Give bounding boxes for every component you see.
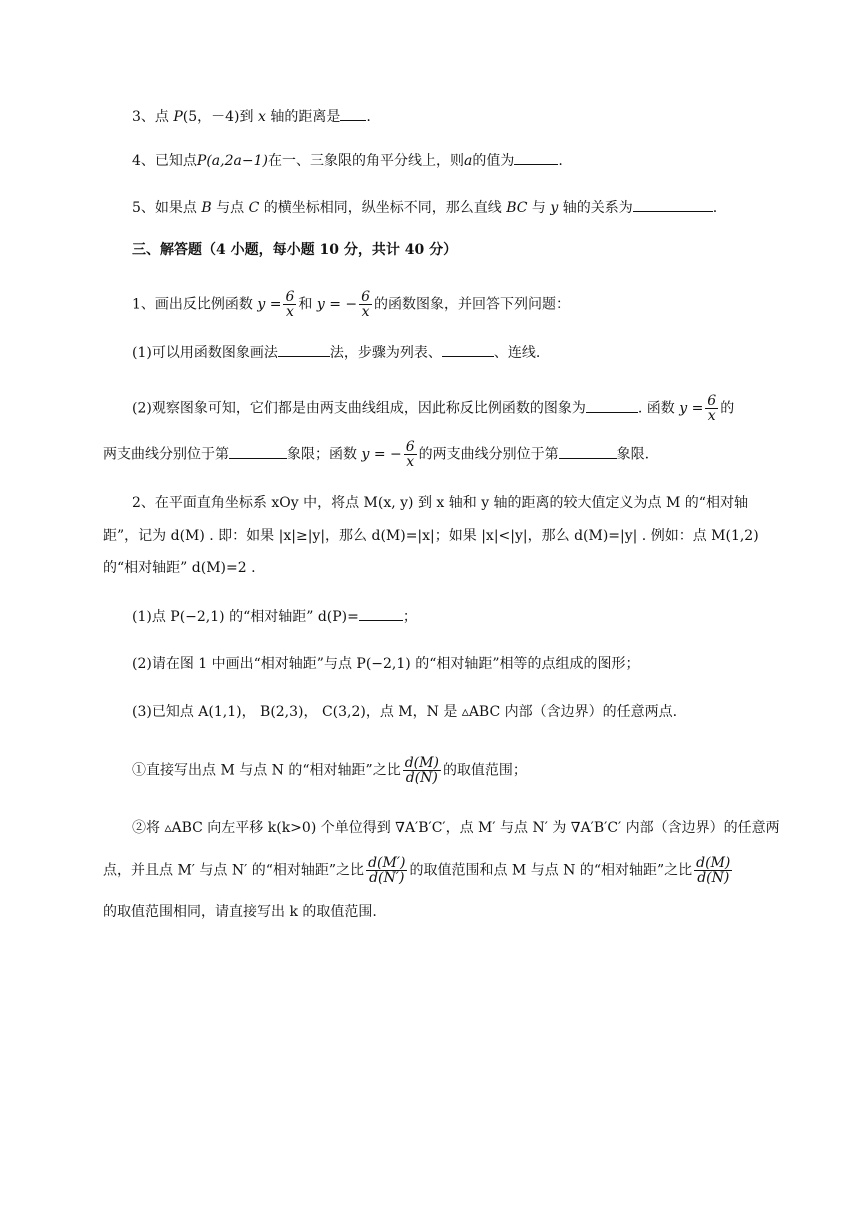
text: B — [201, 200, 212, 216]
question-1-stem — [132, 290, 570, 319]
text: 1、画出反比例函数 — [132, 296, 253, 313]
question-2-part-2: (2)请在图 1 中画出“相对轴距”与点 P(−2,1) 的“相对轴距”相等的点组成的图形； — [132, 656, 640, 672]
text: 的函数图象，并回答下列问题： — [374, 296, 571, 313]
text: 、连线. — [493, 345, 541, 361]
fill-question-4: 4、已知点P(a,2a−1)在一、三象限的角平分线上，则a的值为 . — [132, 150, 563, 171]
fill-question-3: 3、点 P(5，－4)到 x 轴的距离是 . — [132, 106, 371, 127]
text: 与 — [527, 200, 551, 216]
denominator: x — [361, 304, 370, 320]
question-2-line-1: 2、在平面直角坐标系 xOy 中，将点 M(x, y) 到 x 轴和 y 轴的距离的较大值定义为点 M 的“相对轴 — [132, 495, 748, 511]
numerator: d(M) — [404, 755, 439, 771]
text: ； — [402, 609, 417, 625]
text: 的横坐标相同，纵坐标不同，那么直线 — [259, 200, 507, 216]
text: 轴的关系为 — [558, 200, 633, 216]
denominator: d(N) — [697, 870, 730, 886]
text: (1)可以用函数图象画法 — [132, 345, 278, 361]
numerator: d(M) — [696, 855, 731, 871]
text: 3、点 — [132, 109, 174, 125]
text: (1)点 P(−2,1) 的“相对轴距” d(P)= — [132, 609, 359, 625]
answer-blank[interactable] — [442, 342, 494, 357]
numerator: 6 — [361, 289, 371, 305]
text: 与点 — [211, 200, 249, 216]
question-2-line-3: 的“相对轴距” d(M)=2 . — [103, 560, 256, 576]
denominator: d(N′) — [369, 870, 405, 886]
text: y = — [257, 296, 282, 313]
question-2-item-2-line-1: ②将 ▵ABC 向左平移 k(k>0) 个单位得到 ∇A′B′C′，点 M′ 与点 N′ 为 ∇A′B′C′ 内部（含边界）的任意两 — [132, 820, 780, 836]
fraction — [359, 290, 372, 319]
math-expression: P(a,2a−1) — [196, 153, 268, 169]
numerator: 6 — [405, 439, 415, 455]
text: P — [173, 109, 183, 125]
text: y — [550, 200, 559, 216]
numerator: 6 — [285, 289, 295, 305]
text: a — [463, 153, 473, 169]
text: 轴的距离是 — [265, 109, 341, 125]
answer-blank[interactable] — [586, 398, 638, 413]
fraction — [403, 756, 441, 785]
fraction — [283, 290, 296, 319]
text: (5，－4)到 — [182, 109, 258, 125]
text: 的取值范围和点 M 与点 N 的“相对轴距”之比 — [409, 862, 693, 879]
fraction — [404, 440, 417, 469]
question-2-item-2-line-3: 的取值范围相同，请直接写出 k 的取值范围. — [103, 904, 377, 920]
text: x — [257, 109, 266, 125]
text: BC — [506, 200, 528, 216]
text: ①直接写出点 M 与点 N 的“相对轴距”之比 — [132, 762, 401, 779]
fill-question-5: 5、如果点 B 与点 C 的横坐标相同，纵坐标不同，那么直线 BC 与 y 轴的关系为 . — [132, 197, 717, 218]
text: 在一、三象限的角平分线上，则 — [267, 153, 464, 169]
question-1-part-2 — [132, 394, 734, 423]
text: C — [248, 200, 260, 216]
text: 法，步骤为列表、 — [329, 345, 442, 361]
denominator: d(N) — [405, 770, 438, 786]
text: 的 — [720, 400, 735, 417]
fraction — [366, 856, 407, 885]
text: y = — [679, 400, 704, 417]
question-2-item-1 — [132, 756, 527, 785]
denominator: x — [406, 454, 415, 470]
question-2-part-1 — [132, 606, 417, 627]
question-1-part-2-cont — [103, 440, 649, 469]
fraction — [694, 856, 732, 885]
text: y = − — [316, 296, 358, 313]
answer-blank[interactable] — [359, 606, 403, 621]
numerator: 6 — [707, 393, 717, 409]
question-2-part-3: (3)已知点 A(1,1)， B(2,3)， C(3,2)，点 M，N 是 ▵ABC 内部（含边界）的任意两点. — [132, 704, 678, 720]
text: 两支曲线分别位于第 — [103, 446, 229, 463]
section-heading: 三、解答题（4 小题，每小题 10 分，共计 40 分） — [132, 242, 458, 258]
answer-blank[interactable] — [340, 106, 366, 121]
text: 的值为 — [472, 153, 515, 169]
text: 4、已知点 — [132, 153, 197, 169]
text: (2)观察图象可知，它们都是由两支曲线组成，因此称反比例函数的图象为 — [132, 400, 586, 417]
text: 5、如果点 — [132, 200, 202, 216]
answer-blank[interactable] — [229, 444, 287, 459]
answer-blank[interactable] — [559, 444, 617, 459]
text: 的两支曲线分别位于第 — [418, 446, 559, 463]
text: y = − — [361, 446, 402, 463]
text: 点，并且点 M′ 与点 N′ 的“相对轴距”之比 — [103, 862, 365, 879]
text: . 函数 — [637, 400, 675, 417]
fraction — [705, 394, 718, 423]
denominator: x — [707, 408, 716, 424]
text: 的取值范围； — [442, 762, 527, 779]
question-1-part-1 — [132, 342, 540, 363]
question-2-line-2: 距”，记为 d(M) . 即：如果 |x|≥|y|，那么 d(M)=|x|；如果 |x|<|y|，那么 d(M)=|y| . 例如：点 M(1,2) — [103, 528, 759, 544]
text: 象限；函数 — [287, 446, 357, 463]
numerator: d(M′) — [368, 855, 406, 871]
text: 象限. — [616, 446, 650, 463]
denominator: x — [285, 304, 294, 320]
question-2-item-2-line-2 — [103, 856, 734, 885]
text: 和 — [298, 296, 313, 313]
answer-blank[interactable] — [278, 342, 330, 357]
answer-blank[interactable] — [633, 197, 713, 212]
answer-blank[interactable] — [514, 150, 558, 165]
